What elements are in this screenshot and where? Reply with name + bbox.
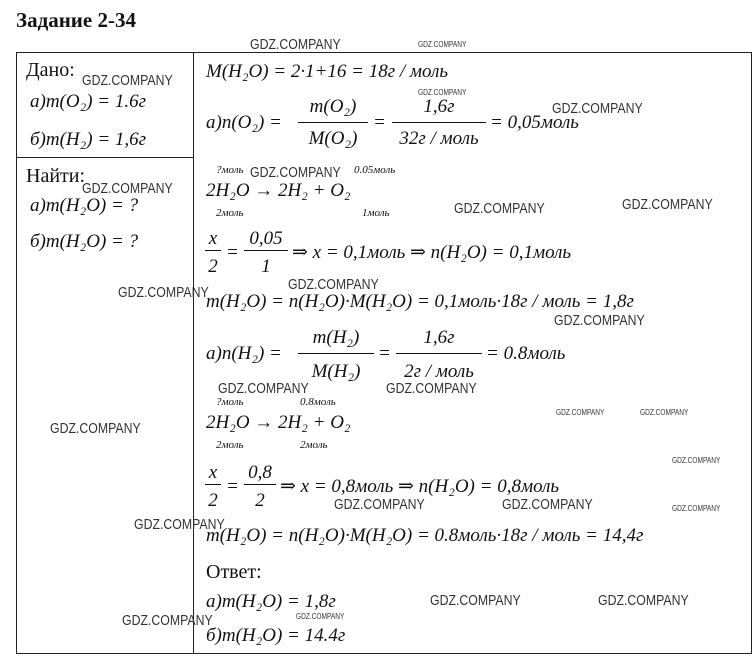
n-o2-eq-sign: = xyxy=(373,112,386,133)
answer-label: Ответ: xyxy=(206,561,262,583)
rxn-b-equation: 2H₂O → 2H₂ + O₂ xyxy=(206,412,351,433)
prop-b-frac2-bar xyxy=(244,484,276,485)
watermark: GDZ.COMPANY xyxy=(218,380,309,397)
prop-b-frac1-den: 2 xyxy=(208,490,218,511)
n-o2-frac2-bar xyxy=(392,122,486,123)
rxn-a-below-left: 2моль xyxy=(216,207,244,219)
rxn-a-below-right: 1моль xyxy=(362,207,390,219)
rxn-b-below-left: 2моль xyxy=(216,439,244,451)
given-label: Дано: xyxy=(26,59,75,81)
watermark: GDZ.COMPANY xyxy=(640,408,689,417)
n-h2-frac2-num: 1,6г xyxy=(423,327,455,348)
rxn-a-equation: 2H₂O → 2H₂ + O₂ xyxy=(206,180,351,201)
prop-a-eq-sign: = xyxy=(226,242,239,263)
watermark: GDZ.COMPANY xyxy=(554,312,645,329)
watermark: GDZ.COMPANY xyxy=(334,496,425,513)
n-o2-frac2-den: 32г / моль xyxy=(399,128,479,149)
watermark: GDZ.COMPANY xyxy=(672,504,721,513)
table-divider-horizontal xyxy=(16,157,194,158)
watermark: GDZ.COMPANY xyxy=(134,516,225,533)
n-o2-result: = 0,05моль xyxy=(490,112,579,133)
n-o2-frac1-den: M(O₂) xyxy=(308,128,358,149)
rxn-b-above-right: 0.8моль xyxy=(300,396,336,408)
watermark: GDZ.COMPANY xyxy=(82,72,173,89)
prop-a-frac2-num: 0,05 xyxy=(249,228,283,249)
table-divider-vertical xyxy=(193,52,194,654)
n-h2-eq-sign: = xyxy=(378,343,391,364)
n-h2-frac1-num: m(H₂) xyxy=(312,327,360,348)
watermark: GDZ.COMPANY xyxy=(430,592,521,609)
watermark: GDZ.COMPANY xyxy=(288,276,379,293)
mass-water-a: m(H₂O) = n(H₂O)·M(H₂O) = 0,1моль·18г / моль = 1,8г xyxy=(206,291,634,312)
find-label: Найти: xyxy=(26,165,86,187)
watermark: GDZ.COMPANY xyxy=(418,88,467,97)
watermark: GDZ.COMPANY xyxy=(118,284,209,301)
find-b: б)m(H₂O) = ? xyxy=(30,231,139,252)
prop-a-frac1-bar xyxy=(205,250,221,251)
prop-b-frac2-num: 0,8 xyxy=(248,462,272,483)
rxn-a-above-right: 0.05моль xyxy=(354,164,396,176)
watermark: GDZ.COMPANY xyxy=(386,380,477,397)
watermark: GDZ.COMPANY xyxy=(250,164,341,181)
prop-b-frac2-den: 2 xyxy=(255,490,265,511)
n-h2-frac2-bar xyxy=(396,353,482,354)
task-title: Задание 2-34 xyxy=(16,8,136,32)
n-o2-frac1-num: m(O₂) xyxy=(309,96,357,117)
prop-b-frac1-num: x xyxy=(208,462,218,483)
answer-b: б)m(H₂O) = 14.4г xyxy=(206,625,346,646)
n-h2-frac2-den: 2г / моль xyxy=(404,361,474,382)
prop-b-result: ⇒ x = 0,8моль ⇒ n(H₂O) = 0,8моль xyxy=(280,476,560,497)
rxn-b-below-right: 2моль xyxy=(300,439,328,451)
answer-a: а)m(H₂O) = 1,8г xyxy=(206,591,336,612)
prop-a-frac2-bar xyxy=(244,250,288,251)
prop-a-frac1-den: 2 xyxy=(208,256,218,277)
watermark: GDZ.COMPANY xyxy=(250,36,341,53)
watermark: GDZ.COMPANY xyxy=(552,100,643,117)
n-h2-frac1-bar xyxy=(298,353,374,354)
molar-mass-line: M(H₂O) = 2·1+16 = 18г / моль xyxy=(206,61,449,82)
find-a: а)m(H₂O) = ? xyxy=(30,195,139,216)
mass-water-b: m(H₂O) = n(H₂O)·M(H₂O) = 0.8моль·18г / моль = 14,4г xyxy=(206,525,644,546)
prop-a-frac1-num: x xyxy=(208,228,218,249)
watermark: GDZ.COMPANY xyxy=(122,612,213,629)
watermark: GDZ.COMPANY xyxy=(622,196,713,213)
prop-a-frac2-den: 1 xyxy=(261,256,271,277)
watermark: GDZ.COMPANY xyxy=(418,40,467,49)
watermark: GDZ.COMPANY xyxy=(454,200,545,217)
given-a: а)m(O₂) = 1.6г xyxy=(30,91,147,112)
watermark: GDZ.COMPANY xyxy=(296,612,345,621)
n-h2-frac1-den: M(H₂) xyxy=(311,361,361,382)
rxn-a-above-left: ?моль xyxy=(216,164,244,176)
prop-b-eq-sign: = xyxy=(226,476,239,497)
n-h2-result: = 0.8моль xyxy=(486,343,566,364)
watermark: GDZ.COMPANY xyxy=(50,420,141,437)
watermark: GDZ.COMPANY xyxy=(672,456,721,465)
n-o2-frac2-num: 1,6г xyxy=(423,96,455,117)
rxn-b-above-left: ?моль xyxy=(216,396,244,408)
n-o2-lhs: а)n(O₂) = xyxy=(206,112,282,133)
prop-b-frac1-bar xyxy=(205,484,221,485)
watermark: GDZ.COMPANY xyxy=(556,408,605,417)
watermark: GDZ.COMPANY xyxy=(502,496,593,513)
watermark: GDZ.COMPANY xyxy=(82,180,173,197)
n-h2-lhs: а)n(H₂) = xyxy=(206,343,282,364)
n-o2-frac1-bar xyxy=(298,122,368,123)
given-b: б)m(H₂) = 1,6г xyxy=(30,129,147,150)
watermark: GDZ.COMPANY xyxy=(598,592,689,609)
prop-a-result: ⇒ x = 0,1моль ⇒ n(H₂O) = 0,1моль xyxy=(292,242,572,263)
